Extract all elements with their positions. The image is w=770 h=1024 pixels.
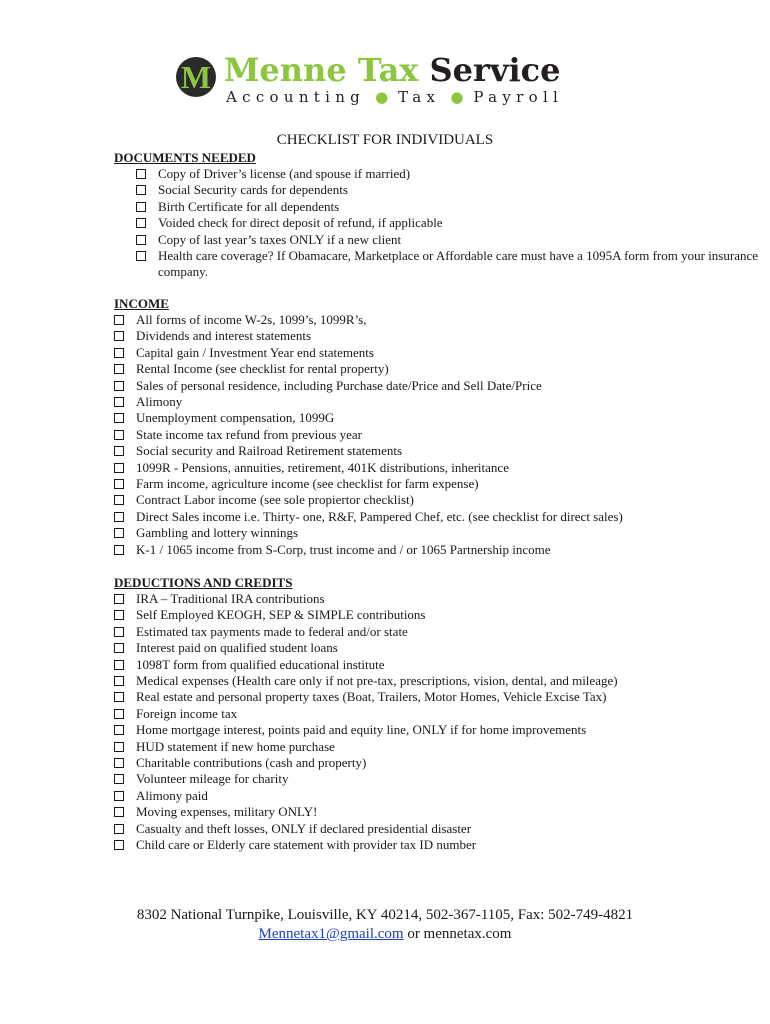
checklist-item-label: Moving expenses, military ONLY!: [136, 804, 318, 820]
checklist-item-label: Gambling and lottery winnings: [136, 525, 299, 541]
checkbox[interactable]: [114, 692, 124, 702]
documents-list: [114, 166, 770, 281]
checklist-item: [114, 771, 618, 787]
checkbox[interactable]: [114, 364, 124, 374]
tagline-payroll: Payroll: [473, 88, 564, 106]
deductions-heading: DEDUCTIONS AND CREDITS: [114, 575, 293, 590]
checklist-item-label: Unemployment compensation, 1099G: [136, 410, 335, 426]
checkbox[interactable]: [114, 479, 124, 489]
checklist-item: [114, 706, 618, 722]
checkbox[interactable]: [114, 807, 124, 817]
checkbox[interactable]: [114, 463, 124, 473]
checklist-item: [114, 607, 618, 623]
checkbox[interactable]: [114, 725, 124, 735]
company-logo: [176, 50, 596, 112]
page-title: CHECKLIST FOR INDIVIDUALS: [276, 132, 494, 148]
checkbox[interactable]: [114, 315, 124, 325]
checkbox[interactable]: [136, 185, 146, 195]
checklist-item-label: HUD statement if new home purchase: [136, 738, 335, 754]
checklist-item-label: Direct Sales income i.e. Thirty- one, R&F, Pampered Chef, etc. (see checklist for direct sales): [136, 508, 623, 524]
logo-tagline: [226, 88, 563, 106]
logo-company-name: [224, 50, 560, 90]
checklist-item-label: 1098T form from qualified educational institute: [136, 656, 385, 672]
checklist-item-label: Social security and Railroad Retirement statements: [136, 443, 403, 459]
checkbox[interactable]: [114, 660, 124, 670]
checkbox[interactable]: [114, 331, 124, 341]
checklist-item: [114, 804, 618, 820]
checkbox[interactable]: [136, 218, 146, 228]
checklist-item-label: Estimated tax payments made to federal and/or state: [136, 623, 408, 639]
checkbox[interactable]: [136, 169, 146, 179]
checklist-item: [114, 591, 618, 607]
checkbox[interactable]: [114, 840, 124, 850]
checklist-item: [114, 166, 770, 182]
checkbox[interactable]: [114, 758, 124, 768]
checklist-item-label: 1099R - Pensions, annuities, retirement, 401K distributions, inheritance: [136, 459, 509, 475]
checklist-item-label: Self Employed KEOGH, SEP & SIMPLE contributions: [136, 607, 426, 623]
checklist-item: [114, 443, 623, 459]
checklist-item-label: Dividends and interest statements: [136, 328, 312, 344]
footer: [0, 906, 770, 944]
checklist-item: [114, 460, 623, 476]
documents-section: [114, 150, 770, 281]
checklist-item: [114, 410, 623, 426]
checklist-item: [114, 312, 623, 328]
checklist-item: [114, 328, 623, 344]
tagline-accounting: Accounting: [226, 88, 366, 106]
checklist-item-label: Foreign income tax: [136, 705, 238, 721]
checklist-item-label: Medical expenses (Health care only if not pre-tax, prescriptions, vision, dental, and mileage): [136, 673, 618, 689]
checklist-item-label: Rental Income (see checklist for rental property): [136, 361, 389, 377]
deductions-section: [114, 575, 618, 854]
logo-badge: [176, 57, 216, 97]
checkbox[interactable]: [114, 791, 124, 801]
checklist-item: [114, 788, 618, 804]
checkbox[interactable]: [114, 824, 124, 834]
checklist-item-label: Interest paid on qualified student loans: [136, 640, 338, 656]
checklist-item: [114, 739, 618, 755]
checklist-item: [114, 215, 770, 231]
checklist-item: [114, 657, 618, 673]
income-list: [114, 312, 623, 558]
checkbox[interactable]: [114, 774, 124, 784]
deductions-list: [114, 591, 618, 854]
income-heading: INCOME: [114, 296, 169, 311]
documents-heading: DOCUMENTS NEEDED: [114, 150, 256, 165]
checkbox[interactable]: [114, 643, 124, 653]
checklist-item-label: Child care or Elderly care statement with provider tax ID number: [136, 837, 477, 853]
footer-address: 8302 National Turnpike, Louisville, KY 40214, 502-367-1105, Fax: 502-749-4821: [136, 907, 634, 923]
checkbox[interactable]: [114, 594, 124, 604]
checklist-item-label: Home mortgage interest, points paid and equity line, ONLY if for home improvements: [136, 722, 587, 738]
checklist-item: [114, 673, 618, 689]
footer-contact: [0, 925, 770, 944]
checklist-item-label: Copy of Driver’s license (and spouse if married): [158, 166, 411, 181]
checklist-item: [114, 182, 770, 198]
checklist-item: [114, 525, 623, 541]
checklist-item: [114, 509, 623, 525]
tagline-tax: Tax: [398, 88, 441, 106]
checkbox[interactable]: [114, 676, 124, 686]
checklist-item-label: State income tax refund from previous year: [136, 426, 362, 442]
checkbox[interactable]: [114, 430, 124, 440]
checkbox[interactable]: [114, 413, 124, 423]
checklist-item-label: Copy of last year’s taxes ONLY if a new client: [158, 231, 402, 247]
email-link[interactable]: Mennetax1@gmail.com: [258, 926, 404, 942]
checklist-item: [114, 199, 770, 215]
checkbox[interactable]: [114, 528, 124, 538]
checklist-item-label: Contract Labor income (see sole propiertor checklist): [136, 492, 414, 508]
checklist-item: [114, 624, 618, 640]
checklist-item-label: Birth Certificate for all dependents: [158, 198, 340, 214]
checkbox[interactable]: [114, 495, 124, 505]
checklist-item: [114, 542, 623, 558]
checkbox[interactable]: [136, 235, 146, 245]
checklist-item-label: Alimony paid: [136, 787, 208, 803]
checklist-item-label: IRA – Traditional IRA contributions: [136, 591, 325, 606]
checkbox[interactable]: [114, 709, 124, 719]
checklist-item: [114, 378, 623, 394]
checklist-item: [114, 755, 618, 771]
checklist-item: [114, 492, 623, 508]
checkbox[interactable]: [114, 512, 124, 522]
checklist-item-label: Health care coverage? If Obamacare, Marketplace or Affordable care must have a 1095A form from your insurance company.: [158, 248, 759, 280]
tagline-dot-1: ●: [375, 88, 389, 106]
checklist-item-label: All forms of income W-2s, 1099’s, 1099R’s,: [136, 312, 367, 327]
checkbox[interactable]: [114, 446, 124, 456]
checklist-item-label: Casualty and theft losses, ONLY if declared presidential disaster: [136, 820, 472, 836]
checklist-item-label: K-1 / 1065 income from S-Corp, trust income and / or 1065 Partnership income: [136, 541, 551, 557]
checkbox[interactable]: [136, 202, 146, 212]
checklist-item: [114, 640, 618, 656]
checklist-item: [114, 345, 623, 361]
logo-badge-letter: M: [180, 59, 212, 95]
checklist-item: [114, 427, 623, 443]
checkbox[interactable]: [114, 381, 124, 391]
checklist-item: [114, 394, 623, 410]
checklist-item: [114, 361, 623, 377]
checklist-item: [114, 722, 618, 738]
checklist-item-label: Sales of personal residence, including Purchase date/Price and Sell Date/Price: [136, 377, 542, 393]
checklist-item-label: Charitable contributions (cash and property): [136, 755, 367, 771]
checkbox[interactable]: [114, 397, 124, 407]
checkbox[interactable]: [114, 545, 124, 555]
tagline-dot-2: ●: [450, 88, 464, 106]
checklist-item: [114, 689, 618, 705]
checkbox[interactable]: [114, 610, 124, 620]
checkbox[interactable]: [136, 251, 146, 261]
checklist-item: [114, 821, 618, 837]
checklist-item-label: Voided check for direct deposit of refund, if applicable: [158, 215, 443, 231]
checkbox[interactable]: [114, 348, 124, 358]
checklist-item: [114, 476, 623, 492]
checklist-item-label: Volunteer mileage for charity: [136, 771, 289, 787]
checklist-item-label: Real estate and personal property taxes (Boat, Trailers, Motor Homes, Vehicle Excise Tax): [136, 689, 607, 705]
checklist-item: [114, 837, 618, 853]
checklist-item-label: Farm income, agriculture income (see checklist for farm expense): [136, 476, 479, 492]
logo-name-part2: Service: [429, 51, 561, 89]
checklist-item-label: Alimony: [136, 394, 183, 410]
checklist-item: [114, 248, 770, 281]
checklist-item-label: Social Security cards for dependents: [158, 182, 348, 198]
logo-name-part1: Menne Tax: [224, 51, 419, 89]
checklist-item: [114, 232, 770, 248]
income-section: [114, 296, 623, 558]
checkbox[interactable]: [114, 742, 124, 752]
website-text: or mennetax.com: [407, 926, 512, 942]
checklist-item-label: Capital gain / Investment Year end statements: [136, 344, 374, 360]
checkbox[interactable]: [114, 627, 124, 637]
